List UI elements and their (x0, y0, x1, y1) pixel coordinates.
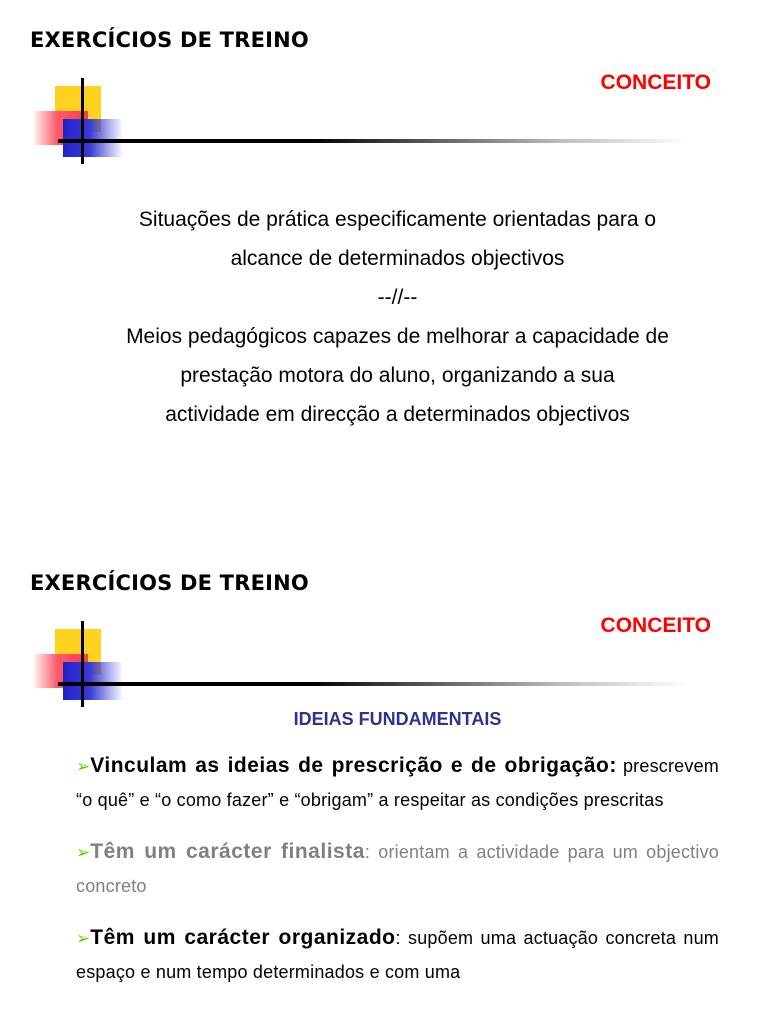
slide-title: EXERCÍCIOS DE TREINO (30, 571, 309, 595)
logo-vertical-line (81, 78, 84, 164)
concept-line: Meios pedagógicos capazes de melhorar a capacidade de (126, 325, 669, 348)
section-heading: IDEIAS FUNDAMENTAIS (293, 709, 502, 729)
concept-line: alcance de determinados objectivos (230, 247, 565, 270)
arrowhead-icon: ➢ (76, 929, 91, 949)
concept-line: prestação motora do aluno, organizando a sua (180, 364, 615, 387)
bullet-lead: Têm um carácter finalista (90, 840, 365, 863)
list-item (76, 836, 719, 904)
bullet-text: prescrevem “o quê” e “o como fazer” e “obrigam” a respeitar as condições prescritas (76, 756, 719, 810)
logo-horizontal-rule (58, 682, 690, 686)
slide-2 (0, 543, 768, 1024)
decorative-logo (30, 621, 690, 707)
slide-subtitle: CONCEITO (600, 614, 711, 637)
logo-horizontal-rule (58, 139, 690, 143)
logo-vertical-line (81, 621, 84, 707)
list-item (76, 750, 719, 818)
arrowhead-icon: ➢ (76, 757, 91, 777)
logo-blue-square (63, 662, 123, 700)
decorative-logo (30, 78, 690, 164)
bullet-text: : supõem uma actuação concreta num espaço e num tempo determinados e com uma (76, 928, 720, 982)
list-item (76, 922, 719, 990)
bullet-lead: Vinculam as ideias de prescrição e de obrigação: (90, 754, 617, 777)
slide-title: EXERCÍCIOS DE TREINO (30, 28, 309, 52)
concept-separator: --//-- (377, 286, 418, 309)
concept-line: actividade em direcção a determinados objectivos (165, 403, 630, 426)
concept-text (60, 200, 735, 434)
bullet-list (76, 750, 719, 1008)
arrowhead-icon: ➢ (76, 843, 91, 863)
bullet-lead: Têm um carácter organizado (90, 926, 396, 949)
slide-subtitle: CONCEITO (600, 71, 711, 94)
concept-line: Situações de prática especificamente orientadas para o (138, 208, 657, 231)
bullet-text: : orientam a actividade para um objectivo concreto (76, 842, 719, 896)
logo-blue-square (63, 119, 123, 157)
